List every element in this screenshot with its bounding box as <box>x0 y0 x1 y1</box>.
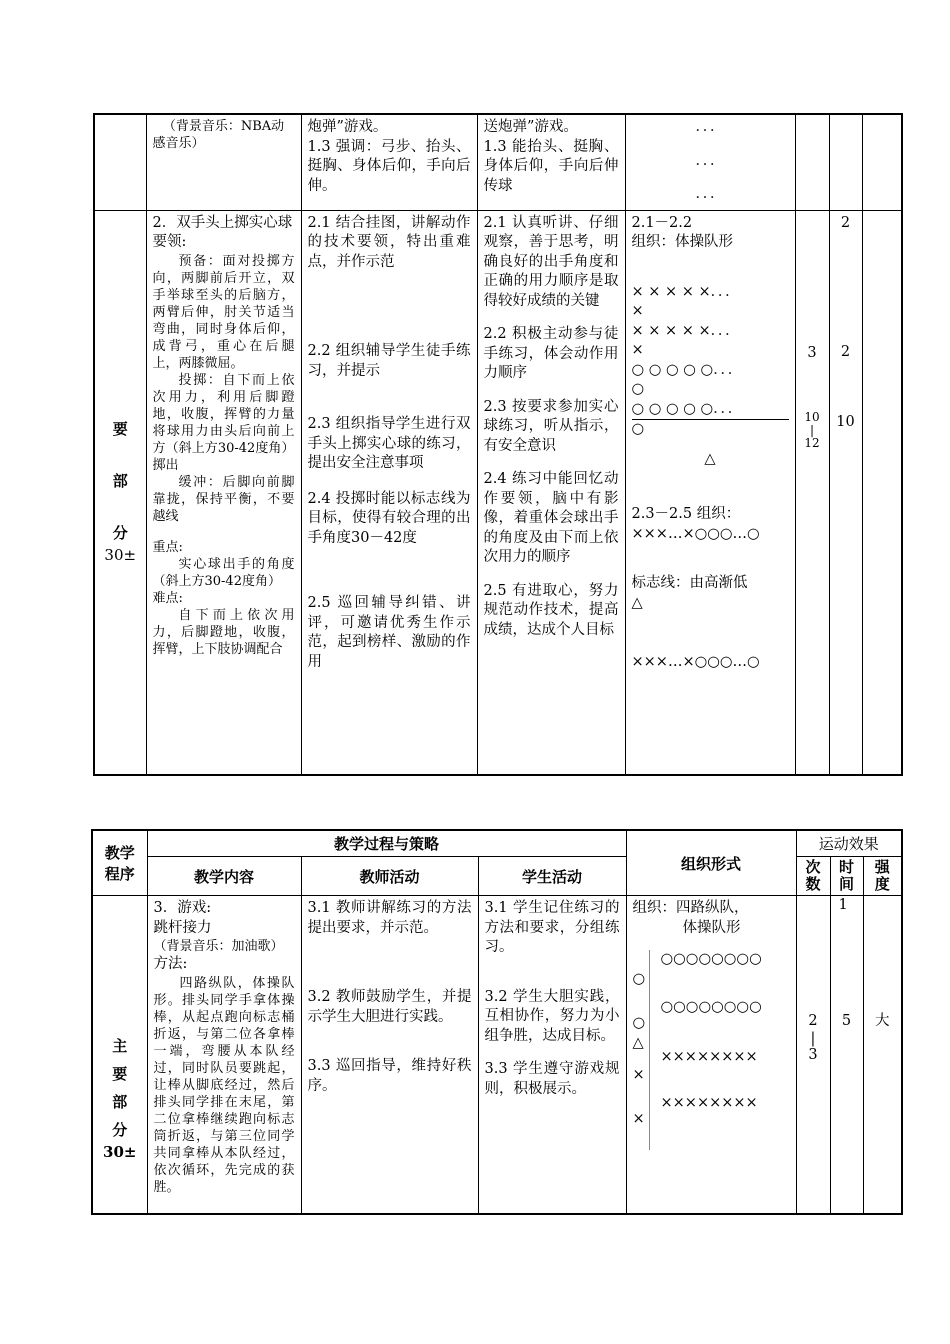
formation-row: ○○○○○○○○ <box>660 999 762 1015</box>
teacher-activity-cell: 2.1 结合挂图，讲解动作的技术要领，特出重难点，并作示范 2.2 组织辅导学生徒手练习，并提示 2.3 组织指导学生进行双手头上掷实心球的练习，提出安全注意事项 2.4 投掷时能以标志线为目标，使得有较合理的出手角度30－42度 2.5 巡回辅导纠错、讲评，可邀请优秀生作示范，起到榜样、激励的作用 <box>301 210 477 775</box>
intensity-cell <box>862 210 902 775</box>
teacher-activity-cell: 3.1 教师讲解练习的方法提出要求，并示范。 3.2 教师鼓励学生，并提示学生大胆进行实践。 3.3 巡回指导，维持好秩序。 <box>301 896 478 1214</box>
student-activity-cell: 送炮弹”游戏。 1.3 能抬头、挺胸、身体后仰，手向后伸传球 <box>477 114 625 210</box>
triangle-icon: △ <box>632 1035 644 1051</box>
times-cell: 3 10 | 12 <box>795 210 829 775</box>
lesson-table-top <box>93 113 903 776</box>
formation-row: ×××××××× <box>660 1095 758 1111</box>
formation-row: ○○○○○○○○ <box>660 951 762 967</box>
program-header: 教学 程序 <box>92 830 147 896</box>
formation-diagram: ○ ○ △ × × ○○○○○○○○ ○○○○○○○○ ×××××××× ×××××××× <box>633 950 790 1150</box>
time-header: 时 间 <box>830 857 863 896</box>
times-cell: 2 | 3 <box>796 896 830 1214</box>
content-cell: （背景音乐：NBA动 感音乐） <box>146 114 301 210</box>
section-label: 要 部 分 30± <box>94 210 146 775</box>
lesson-table-bottom <box>91 829 903 1215</box>
teacher-activity-cell: 炮弹”游戏。 1.3 强调：弓步、抬头、挺胸、身体后仰，手向后伸。 <box>301 114 477 210</box>
student-activity-cell: 3.1 学生记住练习的方法和要求，分组练习。 3.2 学生大胆实践，互相协作，努力为小组争胜，达成目标。 3.3 学生遵守游戏规则，积极展示。 <box>478 896 626 1214</box>
formation-row: ×××××××× <box>660 1049 758 1065</box>
organization-cell: 2.1－2.2 组织：体操队形 × × × × ×．．． × × × × × ×．．． × ○ ○ ○ ○ ○．．． ○ ○ ○ ○ ○ ○．．． ○ △ 2.3－2.5 组织： ×××…×○○○…○ 标志线：由高渐低 △ ×××…×○○○…○ <box>625 210 795 775</box>
time-cell: 2 2 10 <box>829 210 862 775</box>
student-header: 学生活动 <box>478 857 626 896</box>
formation-row: × × × × ×．．． <box>631 322 740 339</box>
effect-header: 运动效果 <box>796 830 902 857</box>
student-activity-cell: 2.1 认真听讲、仔细观察，善于思考，明确良好的出手角度和正确的用力顺序是取得较好成绩的关键 2.2 积极主动参与徒手练习，体会动作用力顺序 2.3 按要求参加实心球练习，听从指示，有安全意识 2.4 练习中能回忆动作要领，脑中有影像，着重体会球出手的角度及由下而上依次用力的顺序 2.5 有进取心，努力规范动作技术，提高成绩，达成个人目标 <box>477 210 625 775</box>
table-row <box>94 114 902 210</box>
intensity-header: 强 度 <box>863 857 902 896</box>
intensity-cell: 大 <box>863 896 902 1214</box>
time-cell: 1 5 <box>830 896 863 1214</box>
organization-cell: 组织：四路纵队， 体操队形 ○ ○ △ × × ○○○○○○○○ ○○○○○○○○ ×××××××× ×××××××× <box>626 896 796 1214</box>
org-header: 组织形式 <box>626 830 796 896</box>
formation-row: ○ ○ ○ ○ ○．．． <box>632 400 789 421</box>
organization-cell: ．．． ．．． ．．． <box>625 114 795 210</box>
divider <box>649 950 650 1150</box>
section-label: 主 要 部 分 30± <box>92 896 147 1214</box>
table-row <box>94 210 902 775</box>
table-row <box>92 896 902 1214</box>
content-header: 教学内容 <box>147 857 301 896</box>
formation-row: × × × × ×．．． <box>631 283 740 300</box>
content-cell: 3．游戏: 跳杆接力 （背景音乐：加油歌） 方法: 四路纵队，体操队形。排头同学手拿体操棒，从起点跑向标志桶折返，与第二位各拿棒一端，弯腰从本队经过，同时队员要跳起，让棒从脚底经过，然后排头同学排在末尾，第二位拿棒继续跑向标志筒折返，与第三位同学共同拿棒从本队经过，依次循环，先完成的获胜。 <box>147 896 301 1214</box>
triangle-icon: △ <box>704 450 716 467</box>
process-header: 教学过程与策略 <box>147 830 626 857</box>
table-header-row <box>92 830 902 857</box>
section-cell-empty <box>94 114 146 210</box>
formation-row: ○ ○ ○ ○ ○．．． <box>631 361 743 378</box>
content-cell: 2．双手头上掷实心球 要领: 预备：面对投掷方向，两脚前后开立，双手举球至头的后脑方，两臂后伸，肘关节适当弯曲，同时身体后仰，成背弓，重心在后腿上，两膝微屈。 投掷：自下而上依次用力，利用后脚蹬地，收腹，挥臂的力量将球用力由头后向前上方（斜上方30-42度角）掷出 缓冲：后脚向前脚靠拢，保持平衡，不要越线 重点: 实心球出手的角度（斜上方30-42度角） 难点: 自下而上依次用力，后脚蹬地，收腹，挥臂，上下肢协调配合 <box>146 210 301 775</box>
times-header: 次 数 <box>796 857 830 896</box>
teacher-header: 教师活动 <box>301 857 478 896</box>
